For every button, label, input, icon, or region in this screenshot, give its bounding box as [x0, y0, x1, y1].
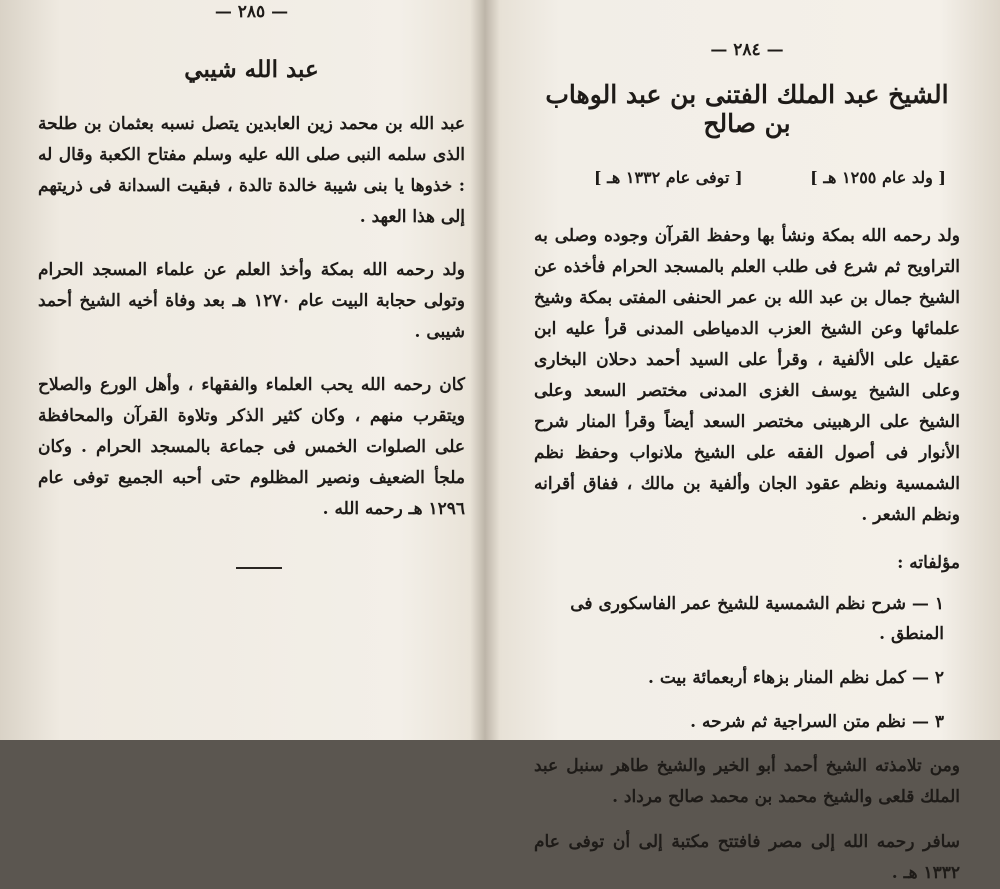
paragraph: ولد رحمه الله بمكة وأخذ العلم عن علماء المسجد الحرام وتولى حجابة البيت عام ١٢٧٠ هـ بعد وفاة أخيه الشيخ أحمد شيبى .	[38, 260, 465, 342]
work-item: ١ — شرح نظم الشمسية للشيخ عمر الفاسكورى فى المنطق .	[570, 594, 944, 644]
page-number: — ٢٨٥ —	[214, 2, 289, 22]
birth-date: [ ولد عام ١٢٥٥ هـ ]	[810, 168, 946, 187]
life-dates	[594, 168, 946, 187]
work-item: ٢ — كمل نظم المنار بزهاء أربعمائة بيت .	[648, 668, 944, 688]
works-heading: مؤلفاته :	[897, 553, 960, 573]
entry-title: الشيخ عبد الملك الفتنى بن عبد الوهاب بن صالح	[545, 80, 949, 138]
paragraph: كان رحمه الله يحب العلماء والفقهاء ، وأهل الورع والصلاح ويتقرب منهم ، وكان كثير الذكر وتلاوة القرآن والمحافظة على الصلوات الخمس فى جماعة بالمسجد الحرام . وكان ملجأ الضعيف ونصير المظلوم حتى أحبه الجميع توفى عام ١٢٩٦ هـ رحمه الله .	[38, 375, 465, 519]
entry-title: عبد الله شيبي	[184, 56, 319, 83]
work-item: ٣ — نظم متن السراجية ثم شرحه .	[690, 712, 944, 732]
students-paragraph: ومن تلامذته الشيخ أحمد أبو الخير والشيخ طاهر سنبل عبد الملك قلعى والشيخ محمد بن محمد صالح مرداد .	[534, 756, 960, 807]
left-page	[0, 0, 485, 740]
paragraph: عبد الله بن محمد زين العابدين يتصل نسبه بعثمان بن طلحة الذى سلمه النبى صلى الله عليه وسلم مفتاح الكعبة وقال له : خذوها يا بنى شيبة خالدة تالدة ، فبقيت السدانة فى ذريتهم إلى هذا العهد .	[38, 114, 465, 227]
page-number: — ٢٨٤ —	[710, 40, 784, 60]
paragraph: ولد رحمه الله بمكة ونشأ بها وحفظ القرآن وجوده وصلى به التراويح ثم شرع فى طلب العلم بالمسجد الحرام فأخذه عن الشيخ جمال بن عبد الله بن عمر الحنفى المفتى بمكة وشيخ علمائها وعن الشيخ العزب الدمياطى المدنى قرأ عليه ابن عقيل على الألفية ، وقرأ على السيد أحمد دحلان البخارى وعلى الشيخ يوسف الغزى المدنى مختصر السعد وعلى الشيخ على الرهبينى مختصر السعد أيضاً وقرأ المنار شرح الأنوار فى أصول الفقه على الشيخ ملانواب وحفظ نظم الشمسية ونظم عقود الجان وألفية بن مالك ، ففاق أقرانه ونظم الشعر .	[534, 226, 960, 525]
closing-paragraph: سافر رحمه الله إلى مصر فافتتح مكتبة إلى أن توفى عام ١٣٣٢ هـ .	[534, 832, 960, 883]
death-date: [ توفى عام ١٣٣٢ هـ ]	[594, 168, 743, 187]
right-page	[500, 0, 1000, 883]
end-divider	[236, 567, 282, 569]
